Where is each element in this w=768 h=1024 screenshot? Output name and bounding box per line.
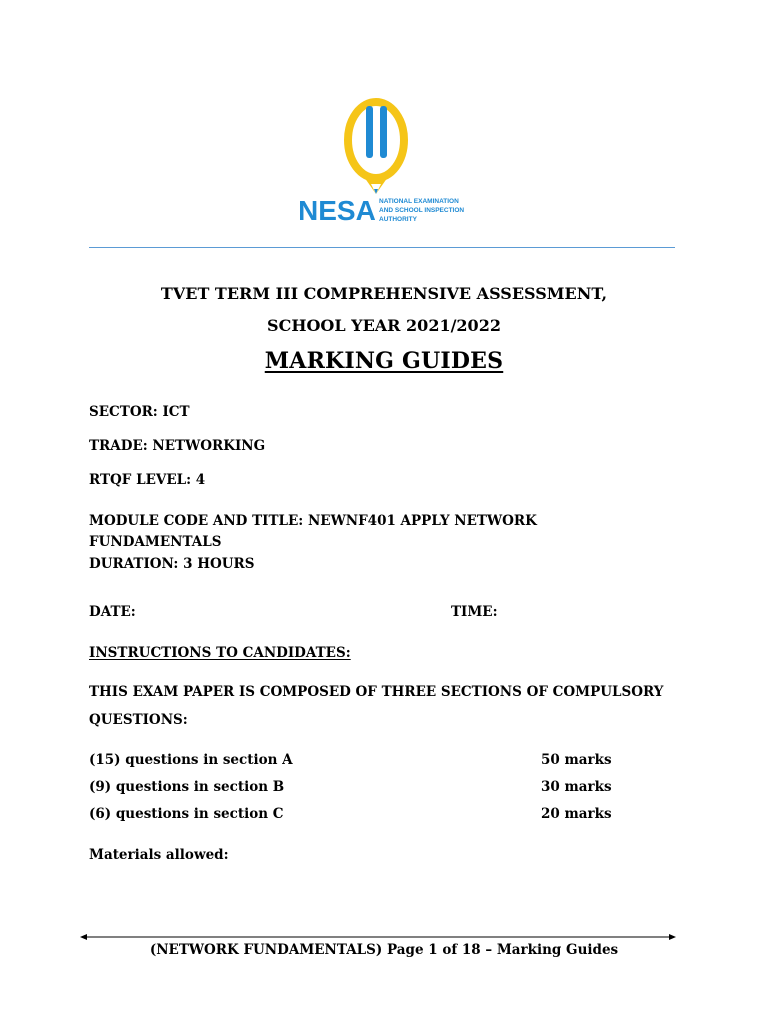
page-footer: (NETWORK FUNDAMENTALS) Page 1 of 18 – Marking Guides — [149, 942, 619, 958]
nesa-logo-icon — [300, 96, 480, 236]
assessment-title: TVET TERM III COMPREHENSIVE ASSESSMENT, — [160, 284, 608, 303]
level-field: RTQF LEVEL: 4 — [89, 472, 206, 488]
sector-field: SECTOR: ICT — [89, 404, 190, 420]
instructions-heading: INSTRUCTIONS TO CANDIDATES: — [89, 645, 351, 661]
nesa-logo — [300, 96, 480, 236]
logo-tagline-1: NATIONAL EXAMINATION — [379, 198, 459, 205]
section-a-marks: 50 marks — [541, 752, 612, 768]
materials-allowed: Materials allowed: — [89, 847, 229, 863]
module-field-line2: FUNDAMENTALS — [89, 534, 222, 550]
instructions-line1: THIS EXAM PAPER IS COMPOSED OF THREE SECTIONS OF COMPULSORY — [89, 684, 664, 700]
section-c-marks: 20 marks — [541, 806, 612, 822]
date-label: DATE: — [89, 604, 136, 620]
page-title — [0, 348, 768, 374]
logo-wordmark: NESA — [300, 195, 376, 226]
logo-tagline-3: AUTHORITY — [379, 216, 417, 223]
section-b-label: (9) questions in section B — [89, 779, 285, 795]
trade-field: TRADE: NETWORKING — [89, 438, 266, 454]
time-label: TIME: — [451, 604, 498, 620]
instructions-line2: QUESTIONS: — [89, 712, 188, 728]
module-field-line1: MODULE CODE AND TITLE: NEWNF401 APPLY NETWORK — [89, 513, 537, 529]
section-b-marks: 30 marks — [541, 779, 612, 795]
school-year: SCHOOL YEAR 2021/2022 — [267, 316, 501, 335]
logo-tagline-2: AND SCHOOL INSPECTION — [379, 207, 465, 214]
footer-arrow-rule — [80, 933, 676, 941]
duration-field: DURATION: 3 HOURS — [89, 556, 255, 572]
header-divider — [89, 247, 675, 248]
section-c-label: (6) questions in section C — [89, 806, 284, 822]
page-title-text: MARKING GUIDES — [264, 348, 504, 374]
section-a-label: (15) questions in section A — [89, 752, 293, 768]
